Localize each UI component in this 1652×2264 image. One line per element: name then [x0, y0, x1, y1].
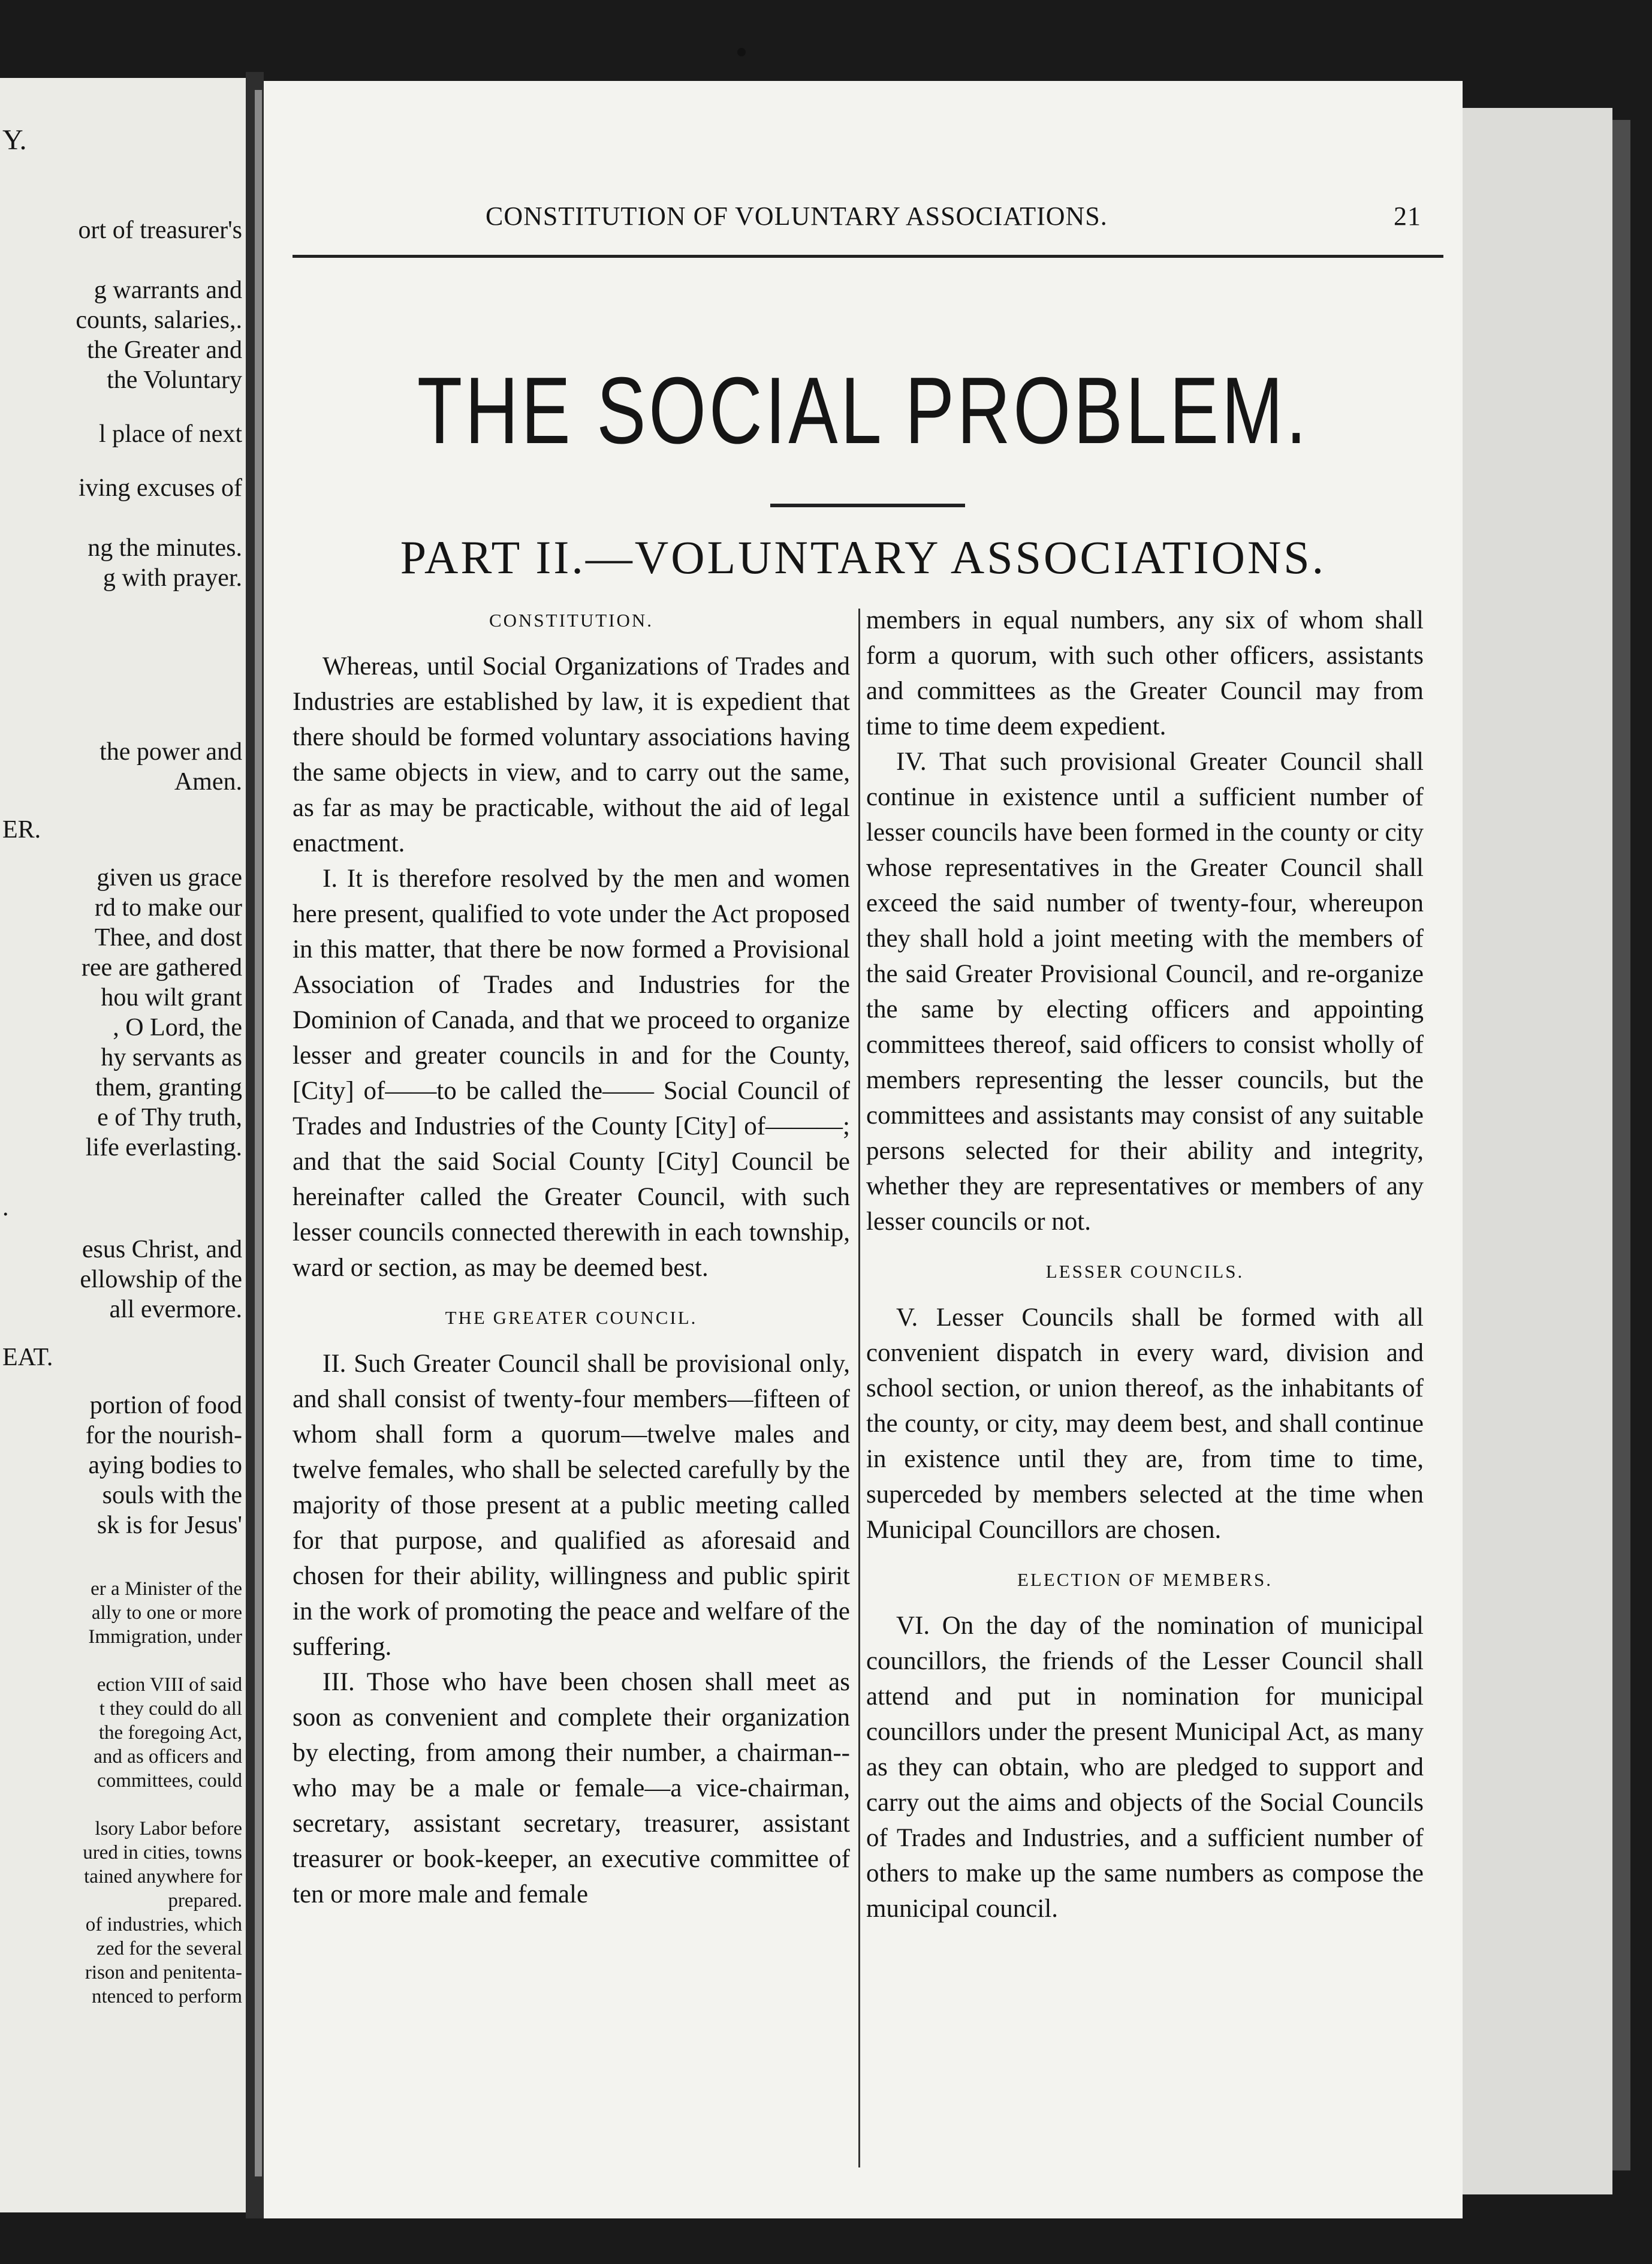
lesser-councils-heading: LESSER COUNCILS.	[1045, 1261, 1244, 1282]
left-page-line: them, granting	[95, 1074, 242, 1101]
page-edge-right	[1463, 108, 1612, 2194]
section-6-paragraph: VI. On the day of the nomination of municipal councillors, the friends of the Lesser Council shall attend and put in nomination for municipal councillors under the present Municipal Act, as many as they can obtain, who are pledged to support and carry out the aims and objects of the Social Councils of Trades and Industries, and a sufficient number of others to make up the same numbers as compose the municipal council.	[866, 1612, 1424, 1923]
left-page-line: hy servants as	[101, 1044, 242, 1071]
left-page-line: er a Minister of the	[91, 1578, 242, 1600]
left-page-line: souls with the	[102, 1482, 242, 1509]
section-2-paragraph: II. Such Greater Council shall be provisional only, and shall consist of twenty-four members—fifteen of whom shall form a quorum—twelve males and twelve females, who shall be selected carefully by the majority of those present at a public meeting called for that purpose, and qualified as aforesaid and chosen for their ability, willingness and public spirit in the work of promoting the peace and welfare of the suffering.	[293, 1350, 850, 1661]
left-page-line: ection VIII of said	[97, 1674, 242, 1696]
left-page-line: esus Christ, and	[82, 1236, 242, 1263]
left-page-line: ally to one or more	[91, 1602, 242, 1624]
left-page-line: g warrants and	[94, 276, 242, 304]
left-page-line: l place of next	[98, 420, 242, 448]
left-page-line: the Greater and	[87, 336, 242, 364]
left-page-line: the foregoing Act,	[98, 1722, 242, 1744]
left-page-line: rd to make our	[94, 894, 242, 922]
left-page-line: and as officers and	[94, 1746, 242, 1768]
section-1-paragraph: I. It is therefore resolved by the men and women here present, qualified to vote under the Act proposed in this matter, that there be now formed a Provisional Association of Trades and Industries for the Dominion of Canada, and that we proceed to organize lesser and greater councils in and for the County, [City] of——to be called the—— Social Council of Trades and Industries of the County [City] of———; and that the said Social County [City] Council be hereinafter called the Greater Council, with such lesser councils connected therewith in each township, ward or section, as may be deemed best.	[293, 865, 850, 1282]
left-page-line: portion of food	[89, 1392, 242, 1419]
left-page-line: prepared.	[168, 1890, 242, 1911]
left-page-line: Amen.	[174, 768, 242, 796]
part-title: PART II.—VOLUNTARY ASSOCIATIONS.	[400, 531, 1327, 583]
section-3-continued: members in equal numbers, any six of whom shall form a quorum, with such other officers, assistants and committees as the Greater Council may from time to time deem expedient.	[866, 606, 1424, 740]
left-page-line: ured in cities, towns	[83, 1842, 242, 1863]
left-page-line: g with prayer.	[103, 564, 242, 592]
column-divider	[858, 609, 860, 2167]
left-page-line: ntenced to perform	[91, 1986, 242, 2007]
left-page-line: t they could do all	[99, 1698, 242, 1720]
left-page-line: committees, could	[97, 1770, 242, 1792]
left-page-line: e of Thy truth,	[97, 1104, 242, 1131]
left-page-line: ellowship of the	[80, 1266, 242, 1293]
page-edge-shadow	[1612, 120, 1630, 2170]
title-rule	[770, 504, 965, 507]
left-page-line: counts, salaries,.	[76, 306, 242, 334]
left-page-line: given us grace	[97, 864, 242, 892]
gutter-highlight	[255, 90, 262, 2176]
left-page-line: ree are gathered	[81, 954, 242, 982]
running-head-title: CONSTITUTION OF VOLUNTARY ASSOCIATIONS.	[486, 201, 1108, 231]
left-page-line: .	[2, 1194, 9, 1221]
left-page-line: ER.	[2, 816, 41, 844]
left-page-line: ort of treasurer's	[78, 216, 242, 244]
election-heading: ELECTION OF MEMBERS.	[1017, 1569, 1273, 1590]
left-page-line: the Voluntary	[107, 366, 242, 394]
preamble-paragraph: Whereas, until Social Organizations of Trades and Industries are established by law, it is expedient that there should be formed voluntary associations having the same objects in view, and to carry out the same, as far as may be practicable, without the aid of legal enactment.	[293, 652, 850, 857]
main-title: THE SOCIAL PROBLEM.	[417, 358, 1310, 463]
section-4-paragraph: IV. That such provisional Greater Council shall continue in existence until a sufficient number of lesser councils have been formed in the county or city whose representatives in the Greater Council shall exceed the said number of twenty-four, whereupon they shall hold a joint meeting with the members of the said Greater Provisional Council, and re-organize the same by electing officers and appointing committees thereof, said officers to consist wholly of members representing the lesser councils, but the committees and assistants may consist of any suitable persons selected for their ability and integrity, whether they are representatives or members of any lesser councils or not.	[866, 748, 1424, 1236]
left-page-line: ng the minutes.	[88, 534, 242, 562]
left-page-line: of industries, which	[85, 1914, 242, 1935]
left-page-line: hou wilt grant	[101, 984, 242, 1011]
section-5-paragraph: V. Lesser Councils shall be formed with all convenient dispatch in every ward, division and school section, or union thereof, as the inhabitants of the county, or city, may deem best, and shall continue in existence until they are, from time to time, superceded by members selected at the time when Municipal Councillors are chosen.	[866, 1303, 1424, 1544]
left-page-line: all evermore.	[109, 1296, 242, 1323]
left-page-line: EAT.	[2, 1344, 53, 1371]
page-21	[264, 81, 1463, 2218]
left-page-line: rison and penitenta-	[85, 1962, 242, 1983]
section-3-paragraph: III. Those who have been chosen shall meet as soon as convenient and complete their organization by electing, from among their number, a chairman--who may be a male or female—a vice-chairman, secretary, assistant secretary, treasurer, assistant treasurer or book-keeper, an executive committee of ten or more male and female	[293, 1668, 850, 1908]
left-page-line: lsory Labor before	[95, 1818, 242, 1839]
left-page-line: life everlasting.	[85, 1134, 242, 1161]
left-page-line: tained anywhere for	[84, 1866, 242, 1887]
left-page-line: Y.	[2, 124, 27, 156]
left-page-line: , O Lord, the	[113, 1014, 242, 1041]
left-page-line: iving excuses of	[79, 474, 242, 502]
constitution-heading: CONSTITUTION.	[489, 610, 654, 631]
ink-speck	[737, 48, 746, 56]
left-page-line: Immigration, under	[88, 1626, 242, 1648]
left-page-line: zed for the several	[97, 1938, 242, 1959]
left-page-line: the power and	[100, 738, 242, 766]
page-number: 21	[1394, 201, 1421, 231]
header-rule	[293, 255, 1443, 258]
left-page-line: Thee, and dost	[94, 924, 242, 952]
column-right	[866, 603, 1424, 1926]
facing-page-left	[0, 78, 246, 2212]
left-page-line: aying bodies to	[88, 1452, 242, 1479]
column-left	[293, 603, 850, 1912]
left-page-line: for the nourish-	[85, 1422, 242, 1449]
left-page-line: sk is for Jesus'	[97, 1512, 242, 1539]
greater-council-heading: THE GREATER COUNCIL.	[445, 1307, 698, 1328]
